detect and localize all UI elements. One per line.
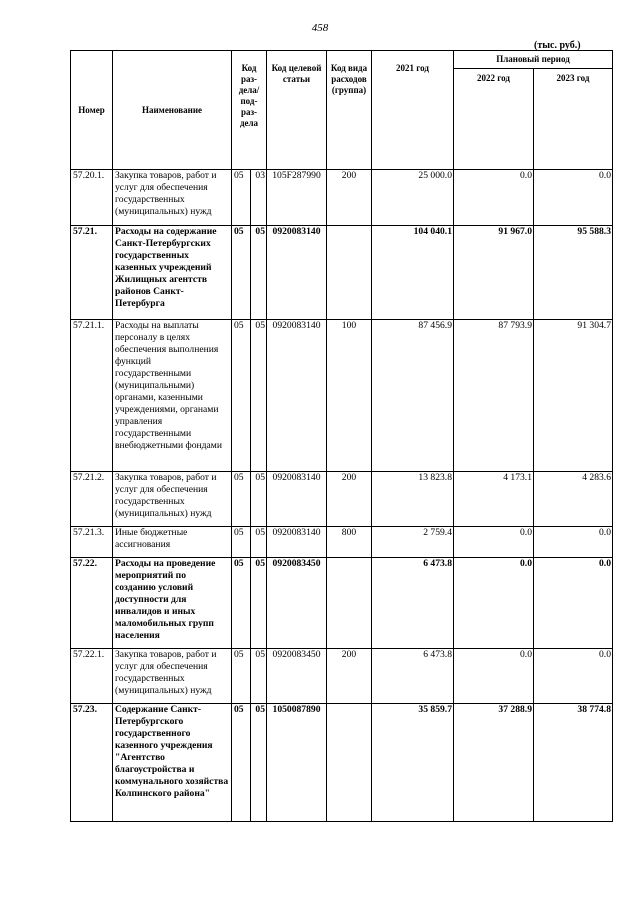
table-row [71, 649, 613, 704]
row-value-2021: 87 456.9 [372, 320, 454, 472]
row-value-2021: 2 759.4 [372, 527, 454, 558]
row-value-2021: 6 473.8 [372, 558, 454, 649]
row-expense-type [327, 226, 372, 320]
row-value-2023: 0.0 [534, 649, 613, 704]
row-number: 57.21.2. [71, 472, 113, 527]
row-value-2021: 35 859.7 [372, 704, 454, 822]
header-section: Код раз-дела/ под-раз-дела [232, 51, 267, 170]
row-value-2022: 87 793.9 [454, 320, 534, 472]
row-value-2023: 4 283.6 [534, 472, 613, 527]
row-name: Закупка товаров, работ и услуг для обеспечения государственных (муниципальных) нужд [113, 649, 232, 704]
row-subsection: 05 [251, 226, 267, 320]
row-value-2021: 6 473.8 [372, 649, 454, 704]
header-number: Номер [71, 51, 113, 170]
row-value-2021: 25 000.0 [372, 170, 454, 226]
row-number: 57.22.1. [71, 649, 113, 704]
row-expense-type: 200 [327, 649, 372, 704]
row-expense-type [327, 558, 372, 649]
row-expense-type [327, 704, 372, 822]
row-subsection: 05 [251, 472, 267, 527]
row-number: 57.23. [71, 704, 113, 822]
row-target-code: 0920083450 [267, 558, 327, 649]
row-value-2022: 0.0 [454, 170, 534, 226]
table-body [71, 170, 613, 822]
table-row [71, 226, 613, 320]
table-row [71, 472, 613, 527]
header-2023: 2023 год [534, 69, 613, 170]
row-subsection: 05 [251, 527, 267, 558]
row-number: 57.22. [71, 558, 113, 649]
row-section: 05 [232, 527, 251, 558]
row-subsection: 05 [251, 649, 267, 704]
table-header [71, 51, 613, 170]
row-target-code: 0920083450 [267, 649, 327, 704]
row-value-2023: 0.0 [534, 170, 613, 226]
row-name: Закупка товаров, работ и услуг для обеспечения государственных (муниципальных) нужд [113, 472, 232, 527]
table-row [71, 320, 613, 472]
row-value-2022: 91 967.0 [454, 226, 534, 320]
row-value-2023: 0.0 [534, 558, 613, 649]
row-section: 05 [232, 649, 251, 704]
row-target-code: 0920083140 [267, 320, 327, 472]
row-target-code: 1050087890 [267, 704, 327, 822]
row-section: 05 [232, 704, 251, 822]
row-subsection: 03 [251, 170, 267, 226]
row-number: 57.21.1. [71, 320, 113, 472]
row-subsection: 05 [251, 704, 267, 822]
row-section: 05 [232, 170, 251, 226]
row-value-2022: 0.0 [454, 558, 534, 649]
header-planned: Плановый период [454, 51, 613, 69]
row-value-2023: 38 774.8 [534, 704, 613, 822]
row-value-2022: 0.0 [454, 649, 534, 704]
row-subsection: 05 [251, 558, 267, 649]
table-row [71, 704, 613, 822]
row-target-code: 0920083140 [267, 226, 327, 320]
table-row [71, 170, 613, 226]
row-target-code: 105F287990 [267, 170, 327, 226]
row-name: Закупка товаров, работ и услуг для обеспечения государственных (муниципальных) нужд [113, 170, 232, 226]
row-name: Расходы на содержание Санкт-Петербургских государственных казенных учреждений Жилищных агентств районов Санкт-Петербурга [113, 226, 232, 320]
row-value-2022: 0.0 [454, 527, 534, 558]
row-value-2023: 0.0 [534, 527, 613, 558]
row-target-code: 0920083140 [267, 472, 327, 527]
row-value-2023: 95 588.3 [534, 226, 613, 320]
row-number: 57.21.3. [71, 527, 113, 558]
header-2022: 2022 год [454, 69, 534, 170]
row-name: Иные бюджетные ассигнования [113, 527, 232, 558]
row-target-code: 0920083140 [267, 527, 327, 558]
row-subsection: 05 [251, 320, 267, 472]
row-expense-type: 200 [327, 170, 372, 226]
header-exp-type: Код вида расходов (группа) [327, 51, 372, 170]
row-expense-type: 800 [327, 527, 372, 558]
row-name: Содержание Санкт-Петербургского государственного казенного учреждения "Агентство благоустройства и коммунального хозяйства Колпинского района" [113, 704, 232, 822]
row-value-2022: 4 173.1 [454, 472, 534, 527]
header-2021: 2021 год [372, 51, 454, 170]
row-name: Расходы на выплаты персоналу в целях обеспечения выполнения функций государственными (муниципальными) органами, казенными учреждениями, органами управления государственными внебюджетными фондами [113, 320, 232, 472]
table-row [71, 527, 613, 558]
row-section: 05 [232, 472, 251, 527]
header-name: Наименование [113, 51, 232, 170]
row-value-2022: 37 288.9 [454, 704, 534, 822]
row-expense-type: 200 [327, 472, 372, 527]
budget-table [70, 50, 613, 822]
header-target: Код целевой статьи [267, 51, 327, 170]
row-value-2021: 13 823.8 [372, 472, 454, 527]
table-row [71, 558, 613, 649]
row-name: Расходы на проведение мероприятий по созданию условий доступности для инвалидов и иных маломобильных групп населения [113, 558, 232, 649]
row-number: 57.20.1. [71, 170, 113, 226]
units-label: (тыс. руб.) [534, 40, 581, 51]
row-number: 57.21. [71, 226, 113, 320]
row-section: 05 [232, 226, 251, 320]
row-expense-type: 100 [327, 320, 372, 472]
page-number: 458 [311, 22, 329, 34]
row-section: 05 [232, 558, 251, 649]
row-section: 05 [232, 320, 251, 472]
row-value-2023: 91 304.7 [534, 320, 613, 472]
row-value-2021: 104 040.1 [372, 226, 454, 320]
